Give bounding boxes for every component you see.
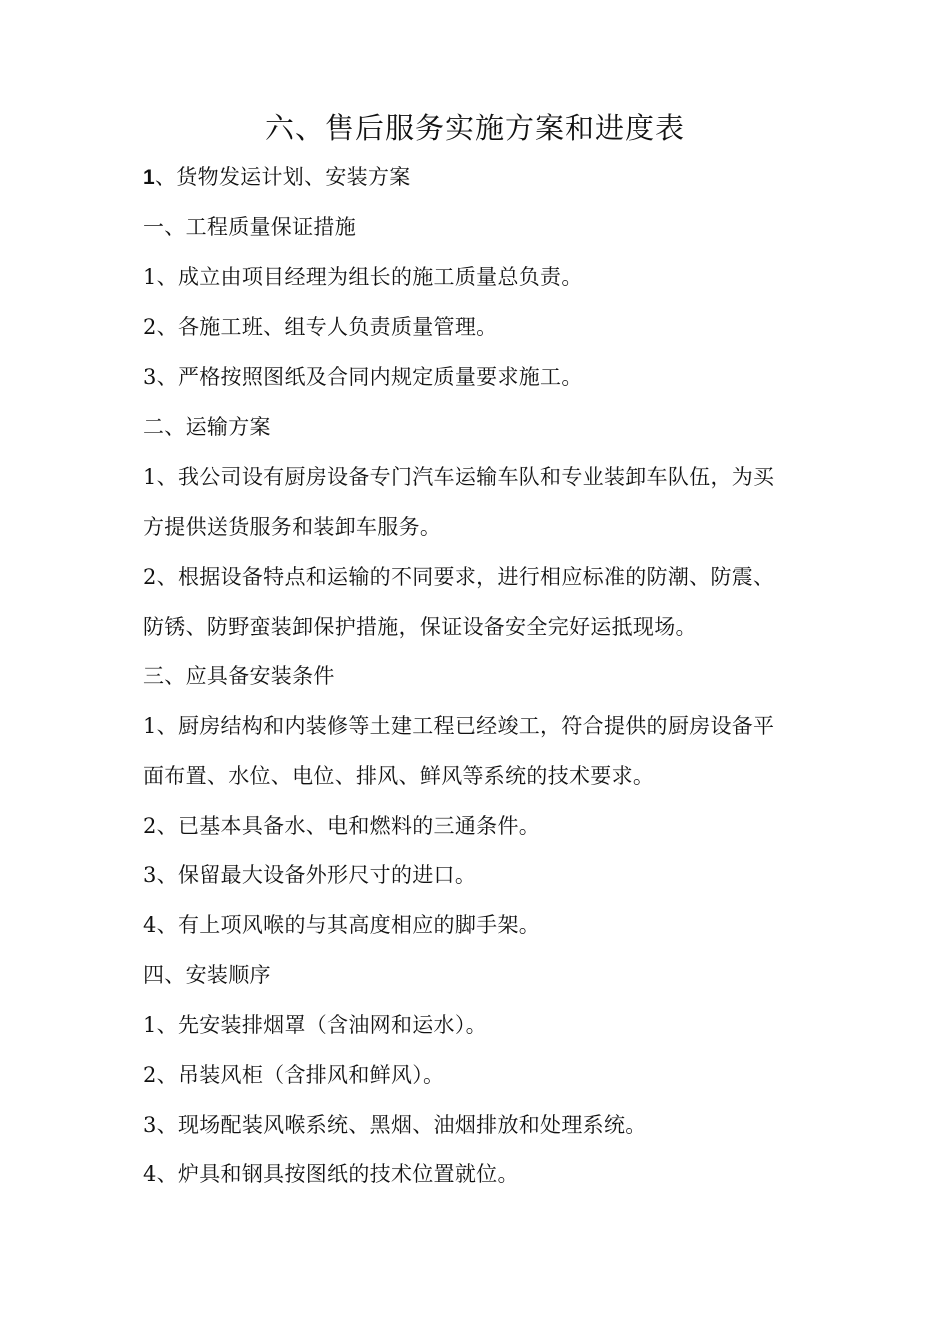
section-heading-conditions: 三、应具备安装条件 <box>143 664 335 688</box>
section-heading-order: 四、安装顺序 <box>143 963 271 987</box>
subtitle-number: 1 <box>143 166 155 189</box>
paragraph-line: 1、成立由项目经理为组长的施工质量总负责。 <box>143 265 583 289</box>
paragraph-line: 4、有上项风喉的与其高度相应的脚手架。 <box>143 913 541 937</box>
paragraph-line: 1、先安装排烟罩（含油网和运水）。 <box>143 1013 487 1037</box>
paragraph-line: 3、现场配装风喉系统、黑烟、油烟排放和处理系统。 <box>143 1113 647 1137</box>
document-title: 六、售后服务实施方案和进度表 <box>264 111 685 145</box>
paragraph-line: 1、厨房结构和内装修等土建工程已经竣工，符合提供的厨房设备平 <box>143 714 775 738</box>
paragraph-line: 2、根据设备特点和运输的不同要求，进行相应标准的防潮、防震、 <box>143 565 775 589</box>
subtitle-text: 、货物发运计划、安装方案 <box>154 165 411 189</box>
paragraph-line: 2、已基本具备水、电和燃料的三通条件。 <box>143 814 541 838</box>
paragraph-line: 1、我公司设有厨房设备专门汽车运输车队和专业装卸车队伍，为买 <box>143 465 775 489</box>
paragraph-line: 面布置、水位、电位、排风、鲜风等系统的技术要求。 <box>143 764 655 788</box>
paragraph-line: 防锈、防野蛮装卸保护措施，保证设备安全完好运抵现场。 <box>143 615 697 639</box>
section-heading-quality: 一、工程质量保证措施 <box>143 215 356 239</box>
paragraph-line: 3、严格按照图纸及合同内规定质量要求施工。 <box>143 365 583 389</box>
section-heading-transport: 二、运输方案 <box>143 415 271 439</box>
subtitle <box>143 162 813 193</box>
paragraph-line: 2、各施工班、组专人负责质量管理。 <box>143 315 498 339</box>
paragraph-line: 方提供送货服务和装卸车服务。 <box>143 515 442 539</box>
paragraph-line: 4、炉具和钢具按图纸的技术位置就位。 <box>143 1162 519 1186</box>
paragraph-line: 2、吊装风柜（含排风和鲜风）。 <box>143 1063 445 1087</box>
paragraph-line: 3、保留最大设备外形尺寸的进口。 <box>143 863 477 887</box>
